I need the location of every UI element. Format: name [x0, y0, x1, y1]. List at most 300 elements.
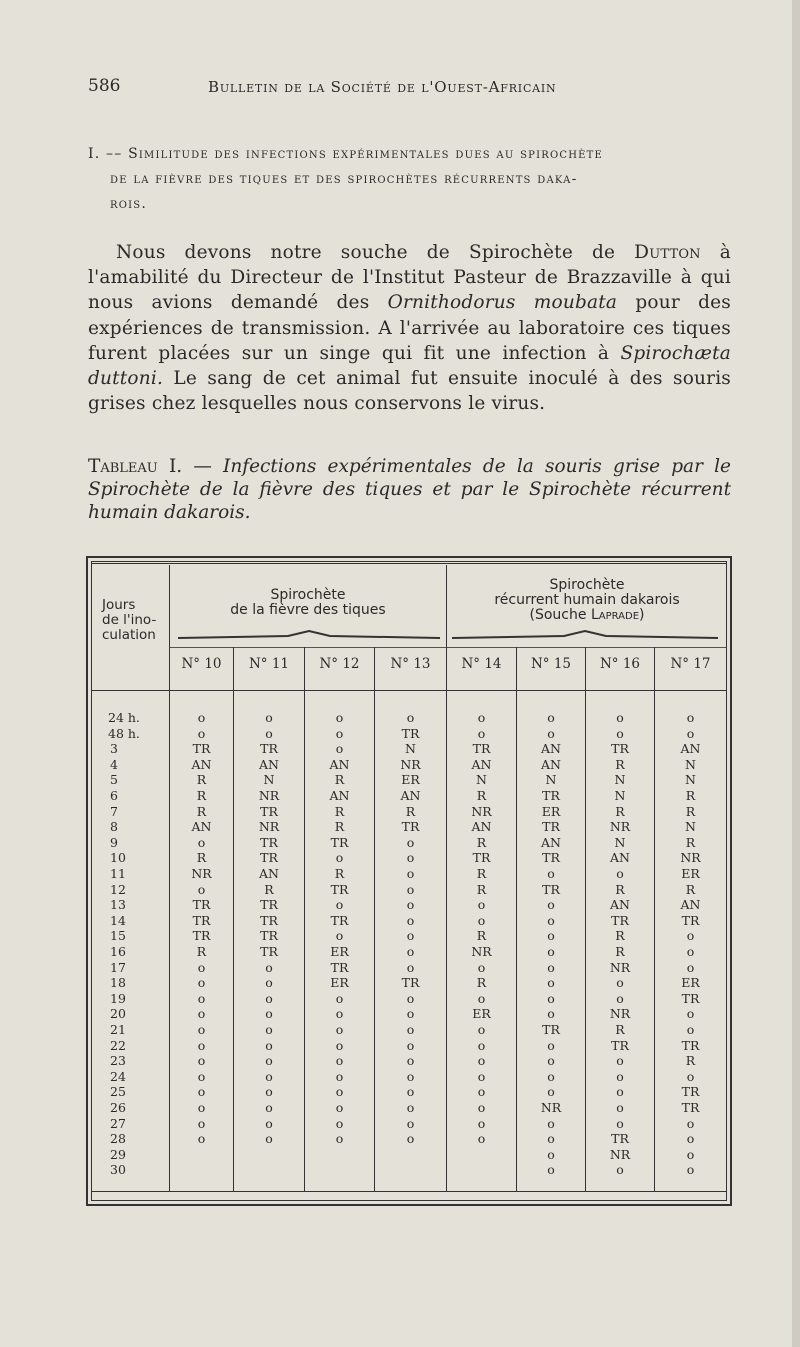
table-cell: TR [542, 850, 560, 866]
table-cell: R [196, 850, 207, 866]
table-cell: o [616, 866, 624, 881]
day-cell: 3 [110, 741, 118, 757]
table-cell: o [406, 834, 415, 850]
table-caption-dash: — [182, 456, 224, 477]
table-cell: AN [259, 866, 279, 881]
table-cell: o [406, 1037, 415, 1053]
header-group2-l3-post: ) [639, 607, 645, 623]
table-cell: o [547, 897, 555, 913]
day-cell: 7 [110, 803, 118, 819]
table-rule-subheader [170, 647, 726, 648]
table-cell: ER [681, 975, 700, 991]
day-cell: 18 [110, 975, 126, 991]
header-group-relapsing [448, 578, 726, 623]
table-cell: o [406, 1131, 415, 1147]
table-cell: N [614, 834, 626, 850]
table-cell: o [477, 912, 486, 928]
table-cell: AN [610, 897, 630, 913]
table-cell: N [405, 741, 416, 757]
page-edge [792, 0, 800, 1347]
table-cell: N [263, 772, 275, 788]
table-cell: o [477, 1115, 486, 1131]
table-cell: o [335, 1100, 344, 1115]
day-cell: 16 [110, 944, 126, 959]
table-cell: TR [260, 928, 278, 944]
table-cell: ER [681, 866, 700, 881]
table-cell: o [335, 1053, 344, 1069]
table-cell: TR [192, 741, 211, 757]
table-cell: o [197, 959, 206, 975]
table-cell: R [685, 788, 696, 803]
table-cell: AN [610, 850, 630, 866]
table-cell: o [686, 725, 695, 741]
table-cell: TR [260, 803, 278, 819]
table-cell: o [686, 1068, 695, 1084]
table-cell: TR [330, 881, 349, 897]
table-cell: R [685, 1053, 696, 1069]
day-cell: 24 h. [108, 710, 140, 725]
table-cell: o [197, 1006, 206, 1022]
day-cell: 27 [110, 1115, 126, 1131]
table-cell: AN [400, 788, 421, 803]
table-cell: o [477, 990, 486, 1006]
page-number: 586 [88, 76, 121, 96]
table-cell: o [616, 1162, 624, 1178]
header-days [92, 598, 168, 643]
intro-text-part3: pour des expériences de transmission. A l'arrivée au laboratoire ces tiques furent placées sur un singe qui fit une infection à [88, 292, 731, 364]
table-cell: o [335, 741, 344, 757]
table-cell: o [547, 975, 555, 991]
table-cell: o [616, 1100, 624, 1115]
table-cell: o [477, 1131, 486, 1147]
day-cell: 4 [110, 756, 118, 772]
table-cell: R [476, 834, 487, 850]
table-cell: TR [611, 741, 629, 757]
table-cell: o [477, 1100, 486, 1115]
table-cell: N [685, 756, 696, 772]
table-cell: TR [681, 1037, 700, 1053]
table-cell: o [265, 1100, 273, 1115]
table-rule-bottom [92, 1191, 726, 1192]
journal-title: Bulletin de la Société de l'Ouest-Africain [208, 78, 557, 96]
section-heading-line1: I. –– Similitude des infections expérimentales dues au spirochète [88, 146, 603, 162]
column-header: N° 14 [461, 656, 502, 672]
table-cell: R [405, 803, 416, 819]
table-cell: o [265, 1006, 273, 1022]
table-cell: o [265, 710, 273, 725]
table-cell: o [335, 897, 344, 913]
table-cell: N [614, 772, 626, 788]
table-rule-header-bottom [92, 690, 726, 691]
table-cell: o [686, 1006, 695, 1022]
table-cell: o [265, 1084, 273, 1100]
table-cell: R [615, 803, 625, 819]
table-cell: o [406, 990, 415, 1006]
table-cell: NR [191, 866, 212, 881]
table-cell: AN [191, 756, 212, 772]
table-cell: R [615, 944, 625, 959]
table-cell: o [197, 710, 206, 725]
table-cell: o [686, 928, 695, 944]
table-cell: R [476, 788, 487, 803]
table-cell: R [615, 756, 625, 772]
running-head [88, 76, 728, 100]
table-cell: o [197, 1068, 206, 1084]
day-cell: 8 [110, 819, 118, 835]
table-cell: NR [609, 1006, 631, 1022]
header-group2-l3 [448, 608, 726, 623]
day-cell: 28 [110, 1131, 126, 1147]
table-cell: o [547, 1115, 555, 1131]
table-cell: NR [258, 819, 280, 835]
table-cell: o [477, 1084, 486, 1100]
table-cell: o [197, 975, 206, 991]
table-cell: TR [401, 975, 420, 991]
table-cell: o [686, 1022, 695, 1037]
header-group2-l2: récurrent humain dakarois [494, 592, 680, 608]
day-cell: 21 [110, 1022, 126, 1037]
table-cell: R [334, 772, 345, 788]
table-cell: TR [330, 912, 349, 928]
table-cell: R [196, 788, 207, 803]
day-cell: 29 [110, 1146, 126, 1162]
strain-name-laprade: Laprade [590, 607, 640, 623]
table-cell: o [547, 1053, 555, 1069]
species-spirochaeta: Spirochæta duttoni. [88, 342, 731, 390]
day-cell: 48 h. [108, 725, 140, 741]
table-cell: NR [609, 959, 631, 975]
table-cell: R [476, 975, 487, 991]
table-cell: R [615, 881, 625, 897]
header-group2-l3-pre: (Souche [529, 607, 591, 623]
table-cell: TR [611, 1037, 629, 1053]
table-cell: o [547, 710, 555, 725]
table-cell: o [477, 725, 486, 741]
table-cell: TR [401, 819, 420, 835]
table-cell: TR [681, 1084, 700, 1100]
table-cell: o [335, 850, 344, 866]
table-cell: TR [401, 725, 420, 741]
table-cell: o [406, 1006, 415, 1022]
table-cell: ER [472, 1006, 491, 1022]
table-cell: R [685, 803, 696, 819]
header-days-l2: de l'ino- [102, 612, 157, 628]
table-cell: o [197, 1022, 206, 1037]
table-cell: TR [260, 850, 278, 866]
table-cell: o [686, 959, 695, 975]
table-cell: o [335, 1131, 344, 1147]
table-cell: TR [472, 850, 491, 866]
table-cell: o [406, 1068, 415, 1084]
table-cell: o [406, 897, 415, 913]
column-header: N° 11 [248, 656, 290, 672]
table-cell: o [265, 1053, 273, 1069]
header-group1-l2: de la fièvre des tiques [230, 602, 386, 618]
table-cell: o [197, 1053, 206, 1069]
table-cell: o [686, 710, 695, 725]
day-cell: 23 [110, 1053, 126, 1069]
table-cell: o [265, 959, 273, 975]
table-cell: o [335, 1006, 344, 1022]
section-heading-line2: de la fièvre des tiques et des spirochètes récurrents daka- [110, 171, 578, 187]
table-cell: o [406, 1084, 415, 1100]
table-cell: NR [609, 1146, 631, 1162]
table-cell: o [406, 912, 415, 928]
author-name-dutton: Dutton [634, 242, 701, 263]
table-cell: o [406, 881, 415, 897]
day-cell: 13 [110, 897, 126, 913]
table-cell: NR [540, 1100, 562, 1115]
table-cell: o [406, 1053, 415, 1069]
column-header: N° 16 [599, 656, 641, 672]
day-cell: 6 [110, 788, 118, 803]
day-cell: 12 [110, 881, 126, 897]
table-cell: TR [542, 819, 560, 835]
table-cell: R [196, 803, 207, 819]
table-cell: R [334, 866, 345, 881]
table-cell: TR [260, 912, 278, 928]
table-cell: o [265, 990, 273, 1006]
table-cell: o [197, 990, 206, 1006]
table-cell: ER [330, 944, 349, 959]
table-caption-label: Tableau I. [88, 456, 183, 477]
table-cell: TR [192, 897, 211, 913]
day-cell: 19 [110, 990, 126, 1006]
table-cell: o [197, 881, 206, 897]
table-cell: NR [400, 756, 421, 772]
table-cell: N [476, 772, 487, 788]
table-cell: o [335, 990, 344, 1006]
table-cell: o [335, 710, 344, 725]
table-cell: R [334, 819, 345, 835]
table-cell: o [547, 866, 555, 881]
table-cell: o [335, 1022, 344, 1037]
table-cell: o [686, 1115, 695, 1131]
header-group2-l1: Spirochète [549, 577, 625, 593]
day-cell: 22 [110, 1037, 126, 1053]
header-group-tick-fever [172, 588, 444, 618]
table-cell: o [265, 1068, 273, 1084]
table-cell: N [685, 772, 696, 788]
table-cell: o [335, 1037, 344, 1053]
table-cell: o [406, 1100, 415, 1115]
table-cell: o [616, 1115, 624, 1131]
table-cell: o [686, 1146, 695, 1162]
table-cell: NR [680, 850, 701, 866]
table-cell: TR [542, 881, 560, 897]
table-cell: o [265, 975, 273, 991]
table-cell: AN [541, 834, 561, 850]
table-cell: o [406, 959, 415, 975]
table-cell: AN [191, 819, 212, 835]
table-cell: o [477, 1068, 486, 1084]
table-cell: o [265, 1022, 273, 1037]
day-cell: 17 [110, 959, 126, 975]
column-header: N° 13 [390, 656, 431, 672]
table-cell: o [547, 912, 555, 928]
table-cell: AN [329, 788, 350, 803]
table-cell: o [547, 1131, 555, 1147]
table-cell: o [616, 990, 624, 1006]
table-cell: o [547, 1037, 555, 1053]
table-cell: TR [192, 912, 211, 928]
table-cell: o [265, 1131, 273, 1147]
intro-text-part2: à l'amabilité du Directeur de l'Institut Pasteur de Brazzaville à qui nous avions demandé des [88, 242, 731, 314]
table-cell: o [477, 1022, 486, 1037]
table-cell: o [477, 897, 486, 913]
table-cell: R [685, 834, 696, 850]
table-cell: N [685, 819, 696, 835]
table-cell: TR [681, 1100, 700, 1115]
table-cell: o [547, 1146, 555, 1162]
table-cell: o [547, 944, 555, 959]
table-cell: TR [472, 741, 491, 757]
table-cell: AN [471, 819, 492, 835]
table-cell: o [335, 1084, 344, 1100]
table-cell: o [265, 725, 273, 741]
section-heading-line3: rois. [110, 196, 147, 212]
day-cell: 9 [110, 834, 118, 850]
table-cell: ER [330, 975, 349, 991]
table-cell: o [547, 990, 555, 1006]
table-cell: o [477, 710, 486, 725]
table-cell: o [197, 1115, 206, 1131]
table-cell: TR [260, 741, 278, 757]
table-cell: AN [680, 741, 701, 757]
table-cell: R [334, 803, 345, 819]
table-cell: o [686, 944, 695, 959]
table-cell: o [547, 1068, 555, 1084]
table-cell: TR [260, 897, 278, 913]
table-cell: o [616, 710, 624, 725]
day-cell: 24 [110, 1068, 126, 1084]
table-cell: o [335, 1068, 344, 1084]
table-cell: TR [192, 928, 211, 944]
table-cell: TR [330, 834, 349, 850]
table-cell: o [547, 928, 555, 944]
table-cell: o [406, 1115, 415, 1131]
table-cell: TR [542, 1022, 560, 1037]
table-cell: AN [541, 741, 561, 757]
day-cell: 10 [110, 850, 126, 866]
table-cell: ER [401, 772, 420, 788]
table-cell: o [197, 1131, 206, 1147]
table-cell: o [197, 1037, 206, 1053]
column-header: N° 12 [319, 656, 360, 672]
table-cell: o [197, 1100, 206, 1115]
table-cell: R [196, 944, 207, 959]
table-cell: AN [471, 756, 492, 772]
table-cell: o [335, 725, 344, 741]
day-cell: 14 [110, 912, 126, 928]
table-caption-text: Infections expérimentales de la souris grise par le Spirochète de la fièvre des tiques et par le Spirochète récurrent humain dakarois. [88, 456, 731, 523]
table-cell: o [477, 959, 486, 975]
table-cell: o [477, 1053, 486, 1069]
table-cell: o [406, 944, 415, 959]
intro-text-part1: Nous devons notre souche de Spirochète de [116, 242, 635, 263]
table-rule-top [92, 563, 726, 564]
header-days-l3: culation [102, 627, 156, 643]
table-caption [88, 455, 731, 524]
table-cell: ER [541, 803, 561, 819]
day-cell: 5 [110, 772, 118, 788]
day-cell: 25 [110, 1084, 126, 1100]
table-cell: AN [541, 756, 561, 772]
table-cell: TR [260, 834, 278, 850]
table-cell: TR [611, 912, 629, 928]
table-cell: o [547, 1006, 555, 1022]
header-brace-left [178, 630, 440, 642]
table-cell: NR [258, 788, 280, 803]
table-cell: N [614, 788, 626, 803]
table-cell: o [197, 725, 206, 741]
table-cell: o [686, 1162, 695, 1178]
table-cell: o [547, 1084, 555, 1100]
table-cell: o [547, 1162, 555, 1178]
header-brace-right [452, 630, 718, 642]
table-cell: o [406, 850, 415, 866]
table-cell: R [476, 866, 487, 881]
day-cell: 15 [110, 928, 126, 944]
table-cell: o [547, 959, 555, 975]
table-cell: o [616, 1053, 624, 1069]
table-cell: AN [680, 897, 701, 913]
table-cell: R [476, 928, 487, 944]
table-cell: R [615, 928, 625, 944]
intro-paragraph [88, 240, 731, 416]
table-cell: TR [260, 944, 278, 959]
section-heading [88, 142, 728, 217]
column-header: N° 17 [670, 656, 711, 672]
table-cell: o [406, 928, 415, 944]
table-cell: o [616, 725, 624, 741]
table-cell: NR [471, 803, 492, 819]
table-cell: R [615, 1022, 625, 1037]
table-cell: o [265, 1115, 273, 1131]
table-cell: AN [329, 756, 350, 772]
table-cell: o [616, 1084, 624, 1100]
table-cell: AN [259, 756, 279, 772]
table-cell: o [335, 1115, 344, 1131]
table-cell: o [265, 1037, 273, 1053]
column-header: N° 10 [181, 656, 222, 672]
intro-text-part4: Le sang de cet animal fut ensuite inoculé à des souris grises chez lesquelles nous conservons le virus. [88, 368, 731, 415]
table-cell: N [545, 772, 557, 788]
table-cell: TR [611, 1131, 629, 1147]
table-cell: R [264, 881, 274, 897]
table-cell: TR [681, 912, 700, 928]
table-cell: R [476, 881, 487, 897]
header-days-l1: Jours [102, 597, 136, 613]
table-cell: o [686, 1131, 695, 1147]
table-cell: o [616, 975, 624, 991]
table-cell: TR [542, 788, 560, 803]
table-cell: TR [330, 959, 349, 975]
table-cell: NR [471, 944, 492, 959]
table-cell: o [335, 928, 344, 944]
table-cell: o [477, 1037, 486, 1053]
table-cell: o [406, 1022, 415, 1037]
day-cell: 26 [110, 1100, 126, 1115]
column-header: N° 15 [530, 656, 572, 672]
table-cell: o [406, 866, 415, 881]
table-cell: o [547, 725, 555, 741]
day-cell: 11 [110, 866, 126, 881]
day-cell: 30 [110, 1162, 126, 1178]
table-cell: NR [609, 819, 631, 835]
table-cell: o [406, 710, 415, 725]
header-group1-l1: Spirochète [270, 587, 346, 603]
